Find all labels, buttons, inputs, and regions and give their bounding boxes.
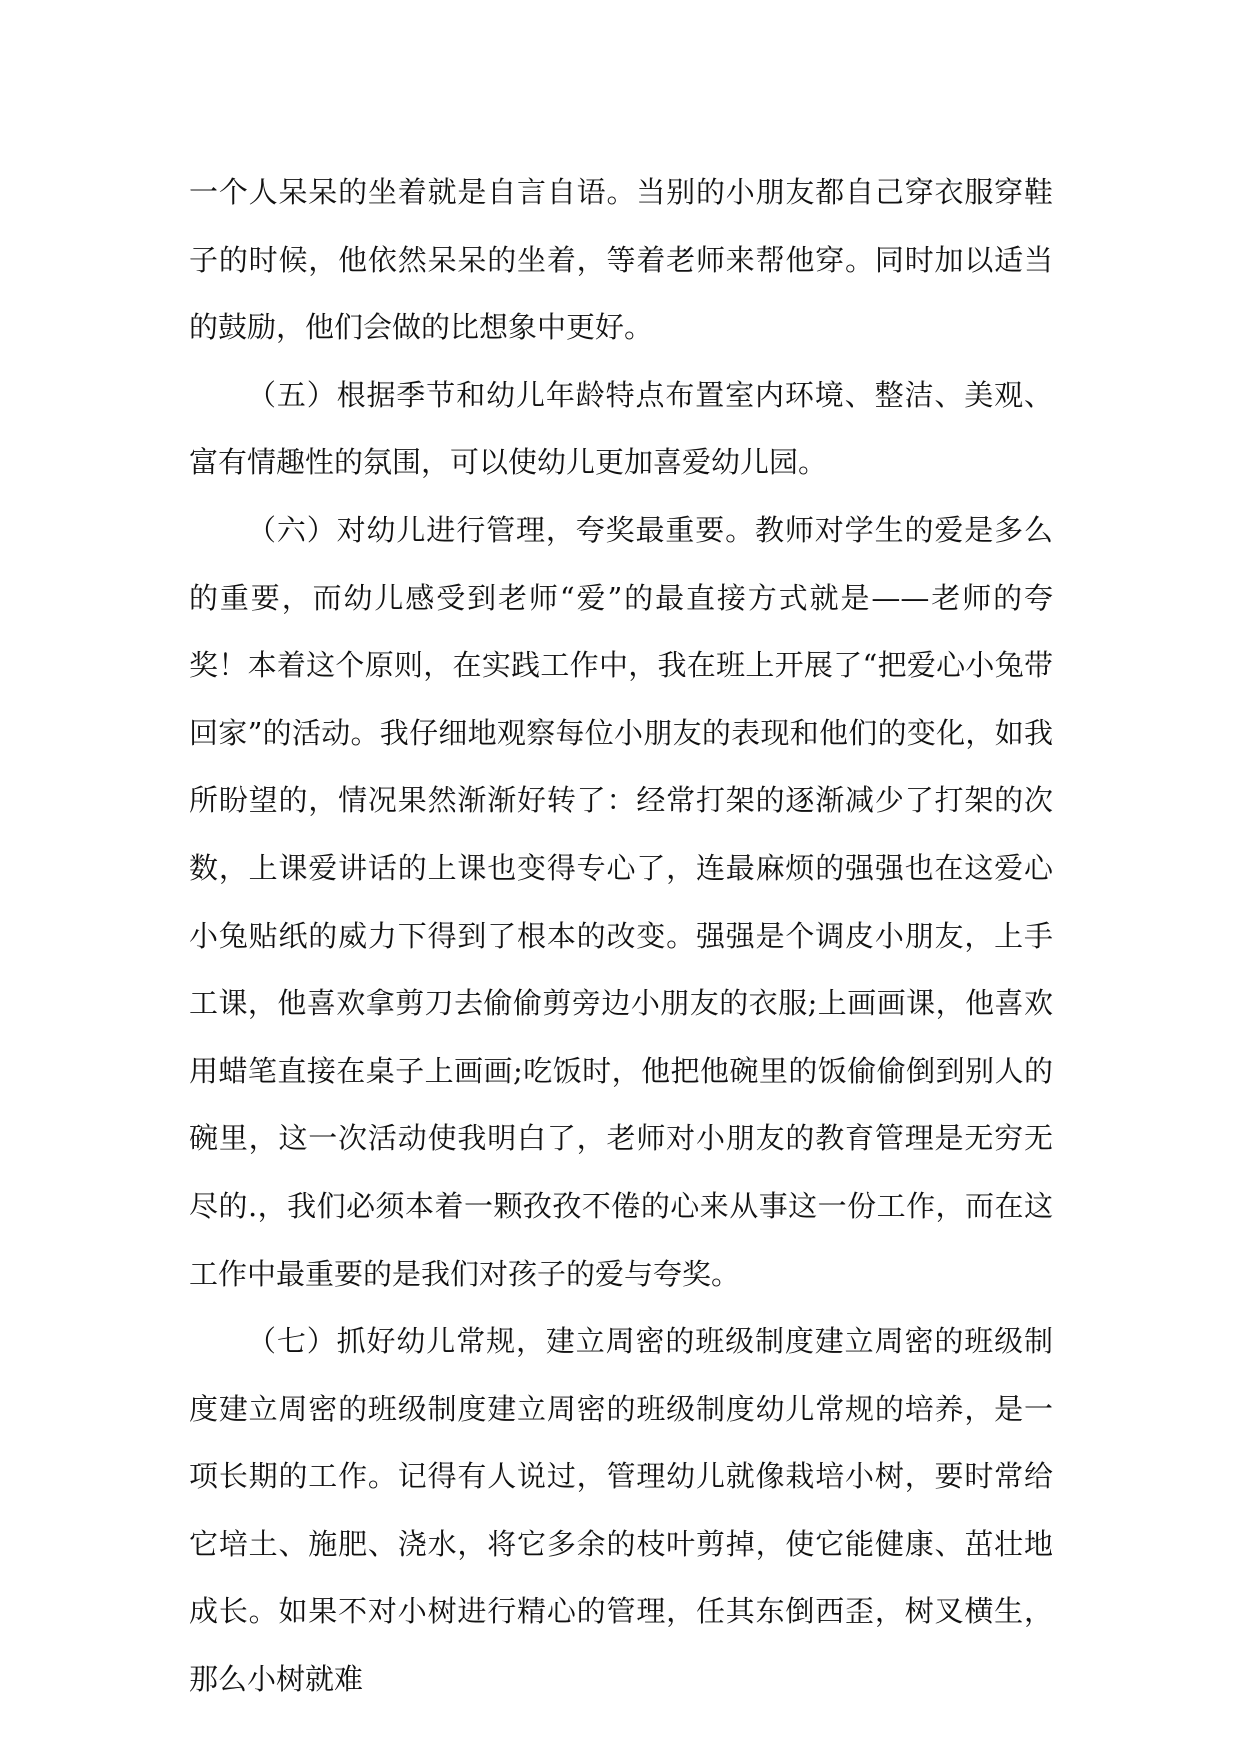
paragraph-seven: （七）抓好幼儿常规，建立周密的班级制度建立周密的班级制度建立周密的班级制度建立周密的班级制度幼儿常规的培养，是一项长期的工作。记得有人说过，管理幼儿就像栽培小树，要时常给它培土、施肥、浇水，将它多余的枝叶剪掉，使它能健康、茁壮地成长。如果不对小树进行精心的管理，任其东倒西歪，树叉横生，那么小树就难	[189, 1324, 1053, 1697]
paragraph-five: （五）根据季节和幼儿年龄特点布置室内环境、整洁、美观、富有情趣性的氛围，可以使幼儿更加喜爱幼儿园。	[189, 377, 1053, 480]
paragraph-six: （六）对幼儿进行管理，夸奖最重要。教师对学生的爱是多么的重要，而幼儿感受到老师“爱”的最直接方式就是——老师的夸奖！本着这个原则，在实践工作中，我在班上开展了“把爱心小兔带回家”的活动。我仔细地观察每位小朋友的表现和他们的变化，如我所盼望的，情况果然渐渐好转了：经常打架的逐渐减少了打架的次数，上课爱讲话的上课也变得专心了，连最麻烦的强强也在这爱心小兔贴纸的威力下得到了根本的改变。强强是个调皮小朋友，上手工课，他喜欢拿剪刀去偷偷剪旁边小朋友的衣服;上画画课，他喜欢用蜡笔直接在桌子上画画;吃饭时，他把他碗里的饭偷偷倒到别人的碗里，这一次活动使我明白了，老师对小朋友的教育管理是无穷无尽的.，我们必须本着一颗孜孜不倦的心来从事这一份工作，而在这工作中最重要的是我们对孩子的爱与夸奖。	[189, 512, 1053, 1291]
paragraph-continued: 一个人呆呆的坐着就是自言自语。当别的小朋友都自己穿衣服穿鞋子的时候，他依然呆呆的坐着，等着老师来帮他穿。同时加以适当的鼓励，他们会做的比想象中更好。	[189, 175, 1053, 345]
body-text	[189, 159, 1053, 1714]
